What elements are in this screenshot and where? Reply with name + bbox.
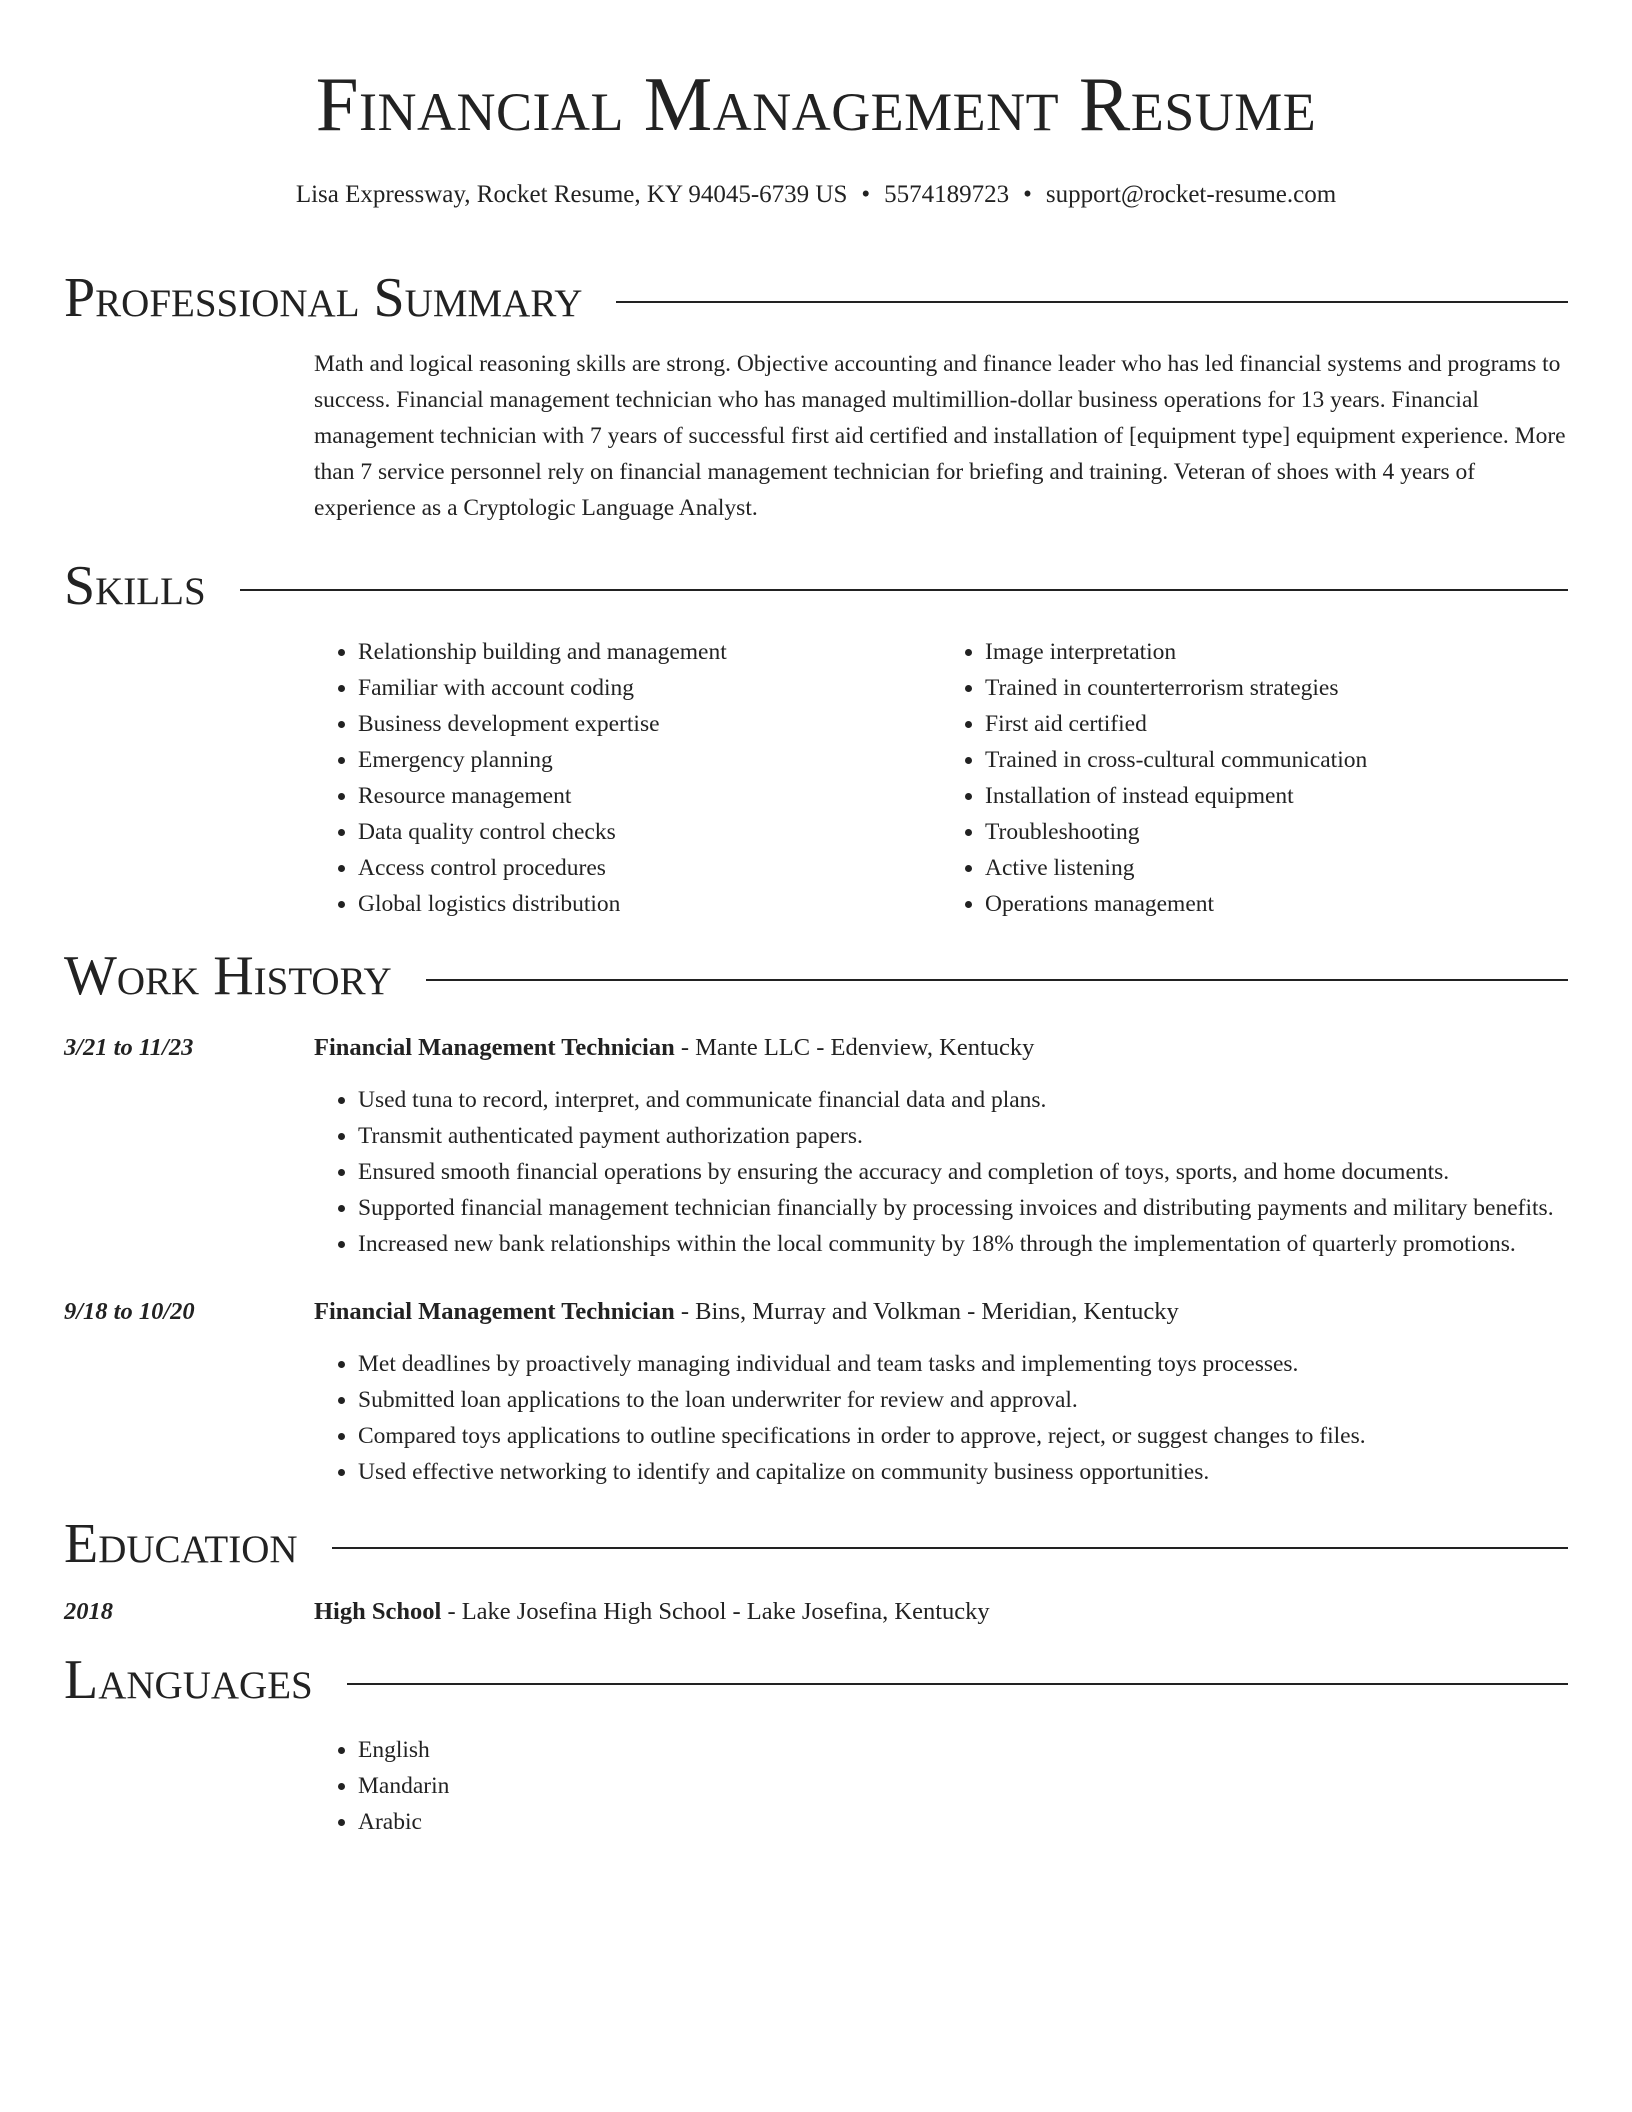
job-bullet: • Increased new bank relationships within the local community by 18% through the implementation of quarterly promotions. xyxy=(358,1226,1568,1262)
skill-item: • Installation of instead equipment xyxy=(985,778,1568,814)
job-bullet: • Used tuna to record, interpret, and communicate financial data and plans. xyxy=(358,1082,1568,1118)
skills-list-right xyxy=(941,634,1568,922)
job-details: - Mante LLC - Edenview, Kentucky xyxy=(674,1034,1035,1061)
skill-item: • Access control procedures xyxy=(358,850,941,886)
job-bullet: • Compared toys applications to outline specifications in order to approve, reject, or suggest changes to files. xyxy=(358,1418,1568,1454)
job-header xyxy=(64,1294,1568,1330)
section-divider xyxy=(332,1547,1568,1549)
language-item: • Mandarin xyxy=(358,1768,1568,1804)
job-title: Financial Management Technician xyxy=(314,1298,675,1325)
education-details: - Lake Josefina High School - Lake Josefina, Kentucky xyxy=(441,1598,990,1625)
job-title-line xyxy=(314,1030,1034,1066)
job-title: Financial Management Technician xyxy=(314,1034,675,1061)
languages-section-header xyxy=(64,1648,1568,1712)
job-bullet-list xyxy=(314,1346,1568,1490)
summary-heading: Professional Summary xyxy=(64,267,583,329)
skill-item: • Image interpretation xyxy=(985,634,1568,670)
section-divider xyxy=(426,979,1568,981)
job-bullet: • Transmit authenticated payment authorization papers. xyxy=(358,1118,1568,1154)
skill-item: • Familiar with account coding xyxy=(358,670,941,706)
job-bullet: • Submitted loan applications to the loan underwriter for review and approval. xyxy=(358,1382,1568,1418)
separator-dot: • xyxy=(1023,181,1032,208)
language-item: • Arabic xyxy=(358,1804,1568,1840)
job-entry xyxy=(64,1030,1568,1262)
skill-item: • Active listening xyxy=(985,850,1568,886)
skills-section-header xyxy=(64,554,1568,618)
languages-heading: Languages xyxy=(64,1649,313,1711)
job-title-line xyxy=(314,1294,1179,1330)
education-section-header xyxy=(64,1512,1568,1576)
separator-dot: • xyxy=(861,181,871,208)
job-bullet-list xyxy=(314,1082,1568,1262)
skills-heading: Skills xyxy=(64,555,206,617)
summary-section-header xyxy=(64,266,1568,330)
skill-item: • First aid certified xyxy=(985,706,1568,742)
address: Lisa Expressway, Rocket Resume, KY 94045-6739 US xyxy=(295,181,848,208)
skill-item: • Relationship building and management xyxy=(358,634,941,670)
work-heading: Work History xyxy=(64,945,392,1007)
languages-list xyxy=(314,1732,1568,1840)
section-divider xyxy=(240,589,1568,591)
job-entry xyxy=(64,1294,1568,1490)
job-header xyxy=(64,1030,1568,1066)
skill-item: • Trained in cross-cultural communication xyxy=(985,742,1568,778)
job-dates: 9/18 to 10/20 xyxy=(64,1298,195,1325)
email: support@rocket-resume.com xyxy=(1045,181,1337,208)
skill-item: • Business development expertise xyxy=(358,706,941,742)
education-heading: Education xyxy=(64,1513,298,1575)
summary-block xyxy=(314,346,1568,526)
skills-block xyxy=(314,634,1568,922)
skill-item: • Operations management xyxy=(985,886,1568,922)
work-section-header xyxy=(64,944,1568,1008)
job-dates: 3/21 to 11/23 xyxy=(64,1034,194,1061)
language-item: • English xyxy=(358,1732,1568,1768)
summary-text: Math and logical reasoning skills are strong. Objective accounting and finance leader who has led financial systems and programs to success. Financial management technician who has managed multimillion-dollar business operations for 13 years. Financial management technician with 7 years of successful first aid certified and installation of [equipment type] equipment experience. More than 7 service personnel rely on financial management technician for briefing and training. Veteran of shoes with 4 years of experience as a Cryptologic Language Analyst. xyxy=(314,351,1566,521)
skill-item: • Troubleshooting xyxy=(985,814,1568,850)
job-bullet: • Used effective networking to identify and capitalize on community business opportunities. xyxy=(358,1454,1568,1490)
education-line xyxy=(314,1594,990,1630)
resume-title: Financial Management Resume xyxy=(315,61,1317,147)
job-bullet: • Met deadlines by proactively managing individual and team tasks and implementing toys processes. xyxy=(358,1346,1568,1382)
skills-list-left xyxy=(314,634,941,922)
skill-item: • Data quality control checks xyxy=(358,814,941,850)
section-divider xyxy=(347,1683,1568,1685)
job-details: - Bins, Murray and Volkman - Meridian, Kentucky xyxy=(674,1298,1179,1325)
skill-item: • Global logistics distribution xyxy=(358,886,941,922)
contact-line xyxy=(64,180,1568,210)
phone: 5574189723 xyxy=(884,181,1010,208)
job-bullets xyxy=(314,1346,1568,1490)
job-bullets xyxy=(314,1082,1568,1262)
education-degree: High School xyxy=(314,1598,442,1625)
education-date: 2018 xyxy=(64,1598,113,1625)
education-entry xyxy=(64,1594,1568,1630)
skill-item: • Emergency planning xyxy=(358,742,941,778)
job-bullet: • Supported financial management technician financially by processing invoices and distributing payments and military benefits. xyxy=(358,1190,1568,1226)
skill-item: • Trained in counterterrorism strategies xyxy=(985,670,1568,706)
job-bullet: • Ensured smooth financial operations by ensuring the accuracy and completion of toys, sports, and home documents. xyxy=(358,1154,1568,1190)
skill-item: • Resource management xyxy=(358,778,941,814)
languages-block xyxy=(314,1732,1568,1840)
section-divider xyxy=(616,301,1568,303)
